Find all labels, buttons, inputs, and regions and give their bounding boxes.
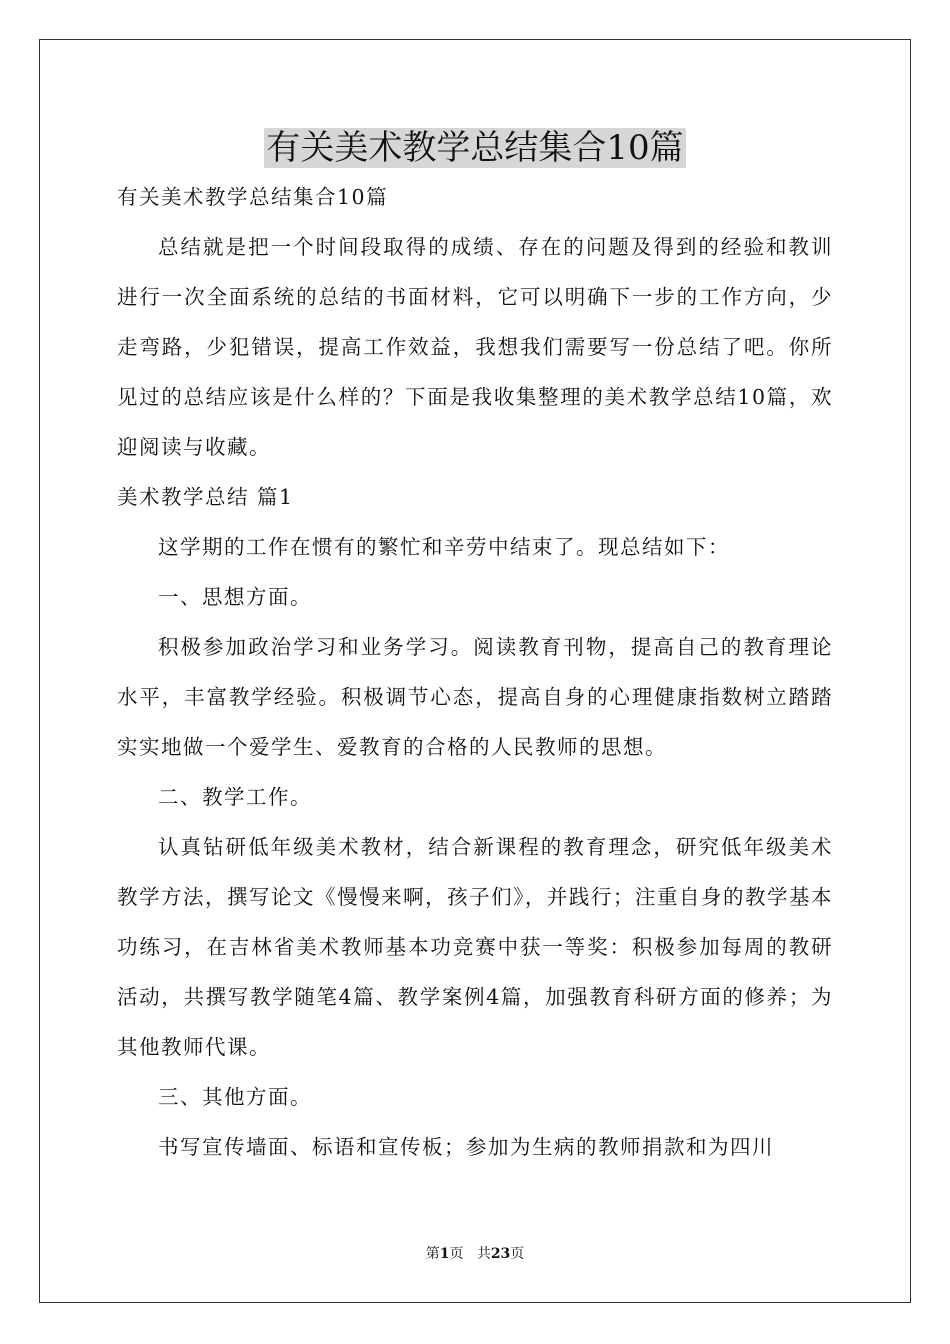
body-paragraph: 积极参加政治学习和业务学习。阅读教育刊物，提高自己的教育理论水平，丰富教学经验。积极调节心态，提高自身的心理健康指数树立踏踏实实地做一个爱学生、爱教育的合格的人民教师的思想。 xyxy=(117,635,833,759)
body-paragraph: 认真钻研低年级美术教材，结合新课程的教育理念，研究低年级美术教学方法，撰写论文《慢慢来啊，孩子们》，并践行；注重自身的教学基本功练习，在吉林省美术教师基本功竞赛中获一等奖：积极参加每周的教研活动，共撰写教学随笔4篇、教学案例4篇，加强教育科研方面的修养；为其他教师代课。 xyxy=(117,835,833,1059)
body-paragraph: 一、思想方面。 xyxy=(158,585,312,609)
body-paragraph: 二、教学工作。 xyxy=(158,785,312,809)
document-subtitle: 有关美术教学总结集合10篇 xyxy=(117,185,389,209)
footer-total-pages: 23 xyxy=(490,1246,511,1262)
footer-page-suffix: 页 xyxy=(449,1246,464,1262)
body-paragraph: 书写宣传墙面、标语和宣传板；参加为生病的教师捐款和为四川 xyxy=(158,1135,774,1159)
body-paragraph: 三、其他方面。 xyxy=(158,1085,312,1109)
footer-total-prefix: 共 xyxy=(476,1246,491,1262)
intro-paragraph: 总结就是把一个时间段取得的成绩、存在的问题及得到的经验和教训进行一次全面系统的总结的书面材料，它可以明确下一步的工作方向，少走弯路，少犯错误，提高工作效益，我想我们需要写一份总结了吧。你所见过的总结应该是什么样的？下面是我收集整理的美术教学总结10篇，欢迎阅读与收藏。 xyxy=(117,235,833,459)
page-footer xyxy=(0,1244,950,1264)
document-body xyxy=(117,172,833,1172)
document-title-text: 有关美术教学总结集合10篇 xyxy=(266,128,684,168)
footer-total-suffix: 页 xyxy=(510,1246,525,1262)
footer-page-prefix: 第 xyxy=(425,1246,440,1262)
document-title xyxy=(0,126,950,170)
section-heading: 美术教学总结 篇1 xyxy=(117,485,294,509)
body-paragraph: 这学期的工作在惯有的繁忙和辛劳中结束了。现总结如下： xyxy=(158,535,730,559)
footer-page-number: 1 xyxy=(439,1246,450,1262)
